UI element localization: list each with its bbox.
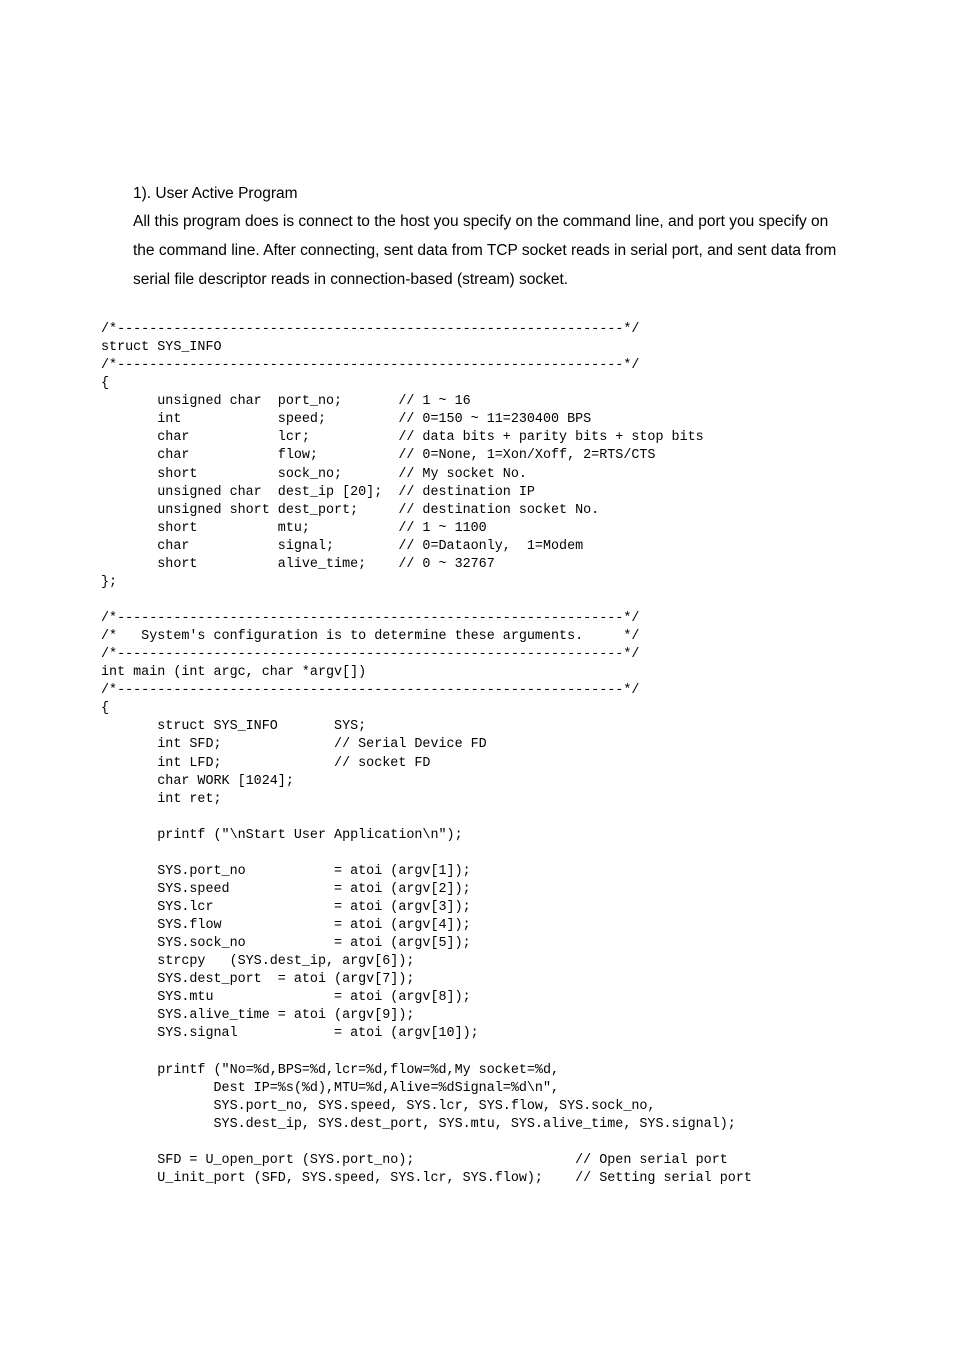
code-line: SYS.alive_time = atoi (argv[9]);: [101, 1008, 415, 1024]
code-line: printf ("\nStart User Application\n");: [101, 827, 463, 843]
code-line: SYS.port_no, SYS.speed, SYS.lcr, SYS.flow, SYS.sock_no,: [101, 1098, 656, 1114]
code-line: /*---------------------------------------------------------------*/: [101, 683, 640, 699]
code-line: SYS.lcr = atoi (argv[3]);: [101, 900, 471, 915]
code-line: SYS.mtu = atoi (argv[8]);: [101, 990, 471, 1006]
code-line: SFD = U_open_port (SYS.port_no); // Open serial port: [101, 1152, 728, 1168]
code-line: short alive_time; // 0 ~ 32767: [101, 556, 495, 572]
code-line: /*---------------------------------------------------------------*/: [101, 322, 640, 337]
code-line: int ret;: [101, 791, 222, 807]
section-heading: 1). User Active Program: [133, 185, 298, 202]
code-line: /*---------------------------------------------------------------*/: [101, 647, 640, 663]
code-line: short sock_no; // My socket No.: [101, 466, 527, 482]
code-line: char flow; // 0=None, 1=Xon/Xoff, 2=RTS/CTS: [101, 448, 656, 464]
code-line: U_init_port (SFD, SYS.speed, SYS.lcr, SYS.flow); // Setting serial port: [101, 1170, 752, 1186]
code-line: SYS.sock_no = atoi (argv[5]);: [101, 936, 471, 952]
code-line: unsigned short dest_port; // destination socket No.: [101, 502, 600, 518]
code-line: int LFD; // socket FD: [101, 755, 431, 771]
code-line: };: [101, 574, 118, 590]
code-line: [101, 592, 752, 610]
code-line: [101, 1134, 752, 1152]
code-line: Dest IP=%s(%d),MTU=%d,Alive=%dSignal=%d\n",: [101, 1080, 560, 1096]
code-line: [101, 845, 752, 863]
code-line: struct SYS_INFO SYS;: [101, 719, 367, 735]
code-line: SYS.flow = atoi (argv[4]);: [101, 918, 471, 934]
paragraph-line: All this program does is connect to the host you specify on the command line, and port you specify on: [133, 213, 829, 230]
code-line: {: [101, 376, 110, 392]
code-listing: [101, 321, 752, 1188]
code-line: /* System's configuration is to determine these arguments. */: [101, 629, 640, 645]
code-line: /*---------------------------------------------------------------*/: [101, 358, 640, 374]
code-line: [101, 1044, 752, 1062]
code-line: char signal; // 0=Dataonly, 1=Modem: [101, 538, 584, 554]
code-line: SYS.port_no = atoi (argv[1]);: [101, 863, 471, 879]
code-line: unsigned char dest_ip [20]; // destination IP: [101, 484, 535, 500]
code-line: strcpy (SYS.dest_ip, argv[6]);: [101, 954, 415, 970]
code-line: [101, 809, 752, 827]
code-line: char WORK [1024];: [101, 773, 294, 789]
intro-paragraph: [133, 211, 873, 298]
code-line: SYS.dest_port = atoi (argv[7]);: [101, 972, 415, 988]
code-line: unsigned char port_no; // 1 ~ 16: [101, 394, 471, 410]
code-line: int main (int argc, char *argv[]): [101, 665, 367, 681]
code-line: SYS.signal = atoi (argv[10]);: [101, 1026, 479, 1042]
code-line: int speed; // 0=150 ~ 11=230400 BPS: [101, 412, 592, 428]
paragraph-line: the command line. After connecting, sent data from TCP socket reads in serial port, and sent data from: [133, 242, 837, 259]
paragraph-line: serial file descriptor reads in connection-based (stream) socket.: [133, 271, 569, 288]
code-line: short mtu; // 1 ~ 1100: [101, 520, 487, 536]
code-line: char lcr; // data bits + parity bits + stop bits: [101, 430, 704, 446]
code-line: /*---------------------------------------------------------------*/: [101, 611, 640, 626]
code-line: SYS.dest_ip, SYS.dest_port, SYS.mtu, SYS.alive_time, SYS.signal);: [101, 1116, 736, 1132]
code-line: struct SYS_INFO: [101, 340, 222, 356]
code-line: int SFD; // Serial Device FD: [101, 737, 487, 753]
code-line: SYS.speed = atoi (argv[2]);: [101, 881, 471, 897]
code-line: {: [101, 701, 110, 717]
code-line: printf ("No=%d,BPS=%d,lcr=%d,flow=%d,My socket=%d,: [101, 1062, 560, 1078]
